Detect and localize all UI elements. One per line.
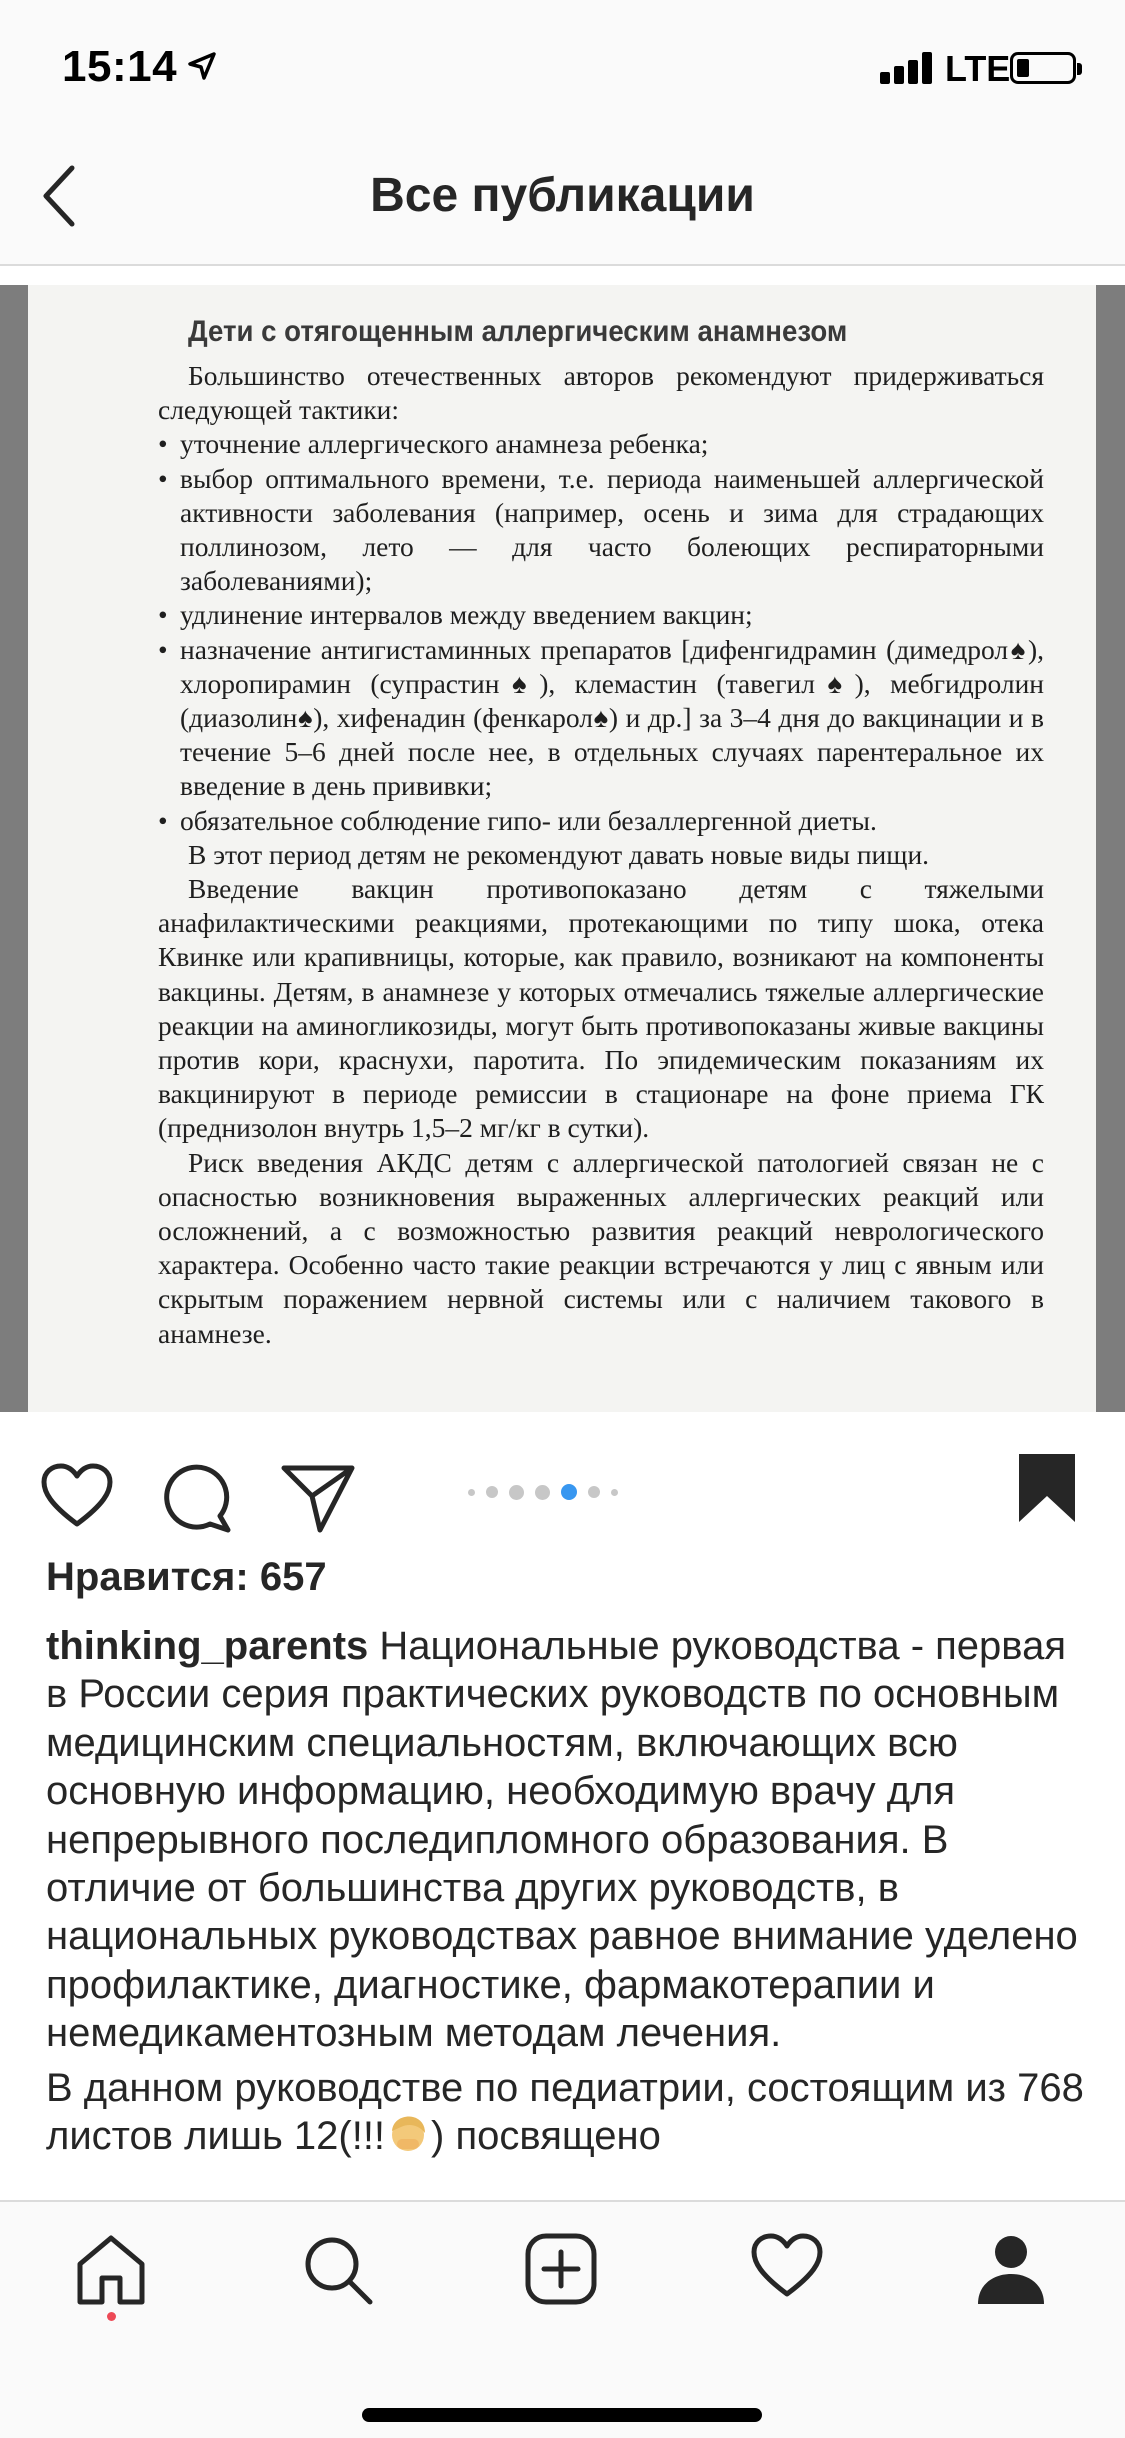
- profile-icon[interactable]: [974, 2232, 1048, 2306]
- location-arrow-icon: [188, 52, 216, 80]
- list-item: • уточнение аллергического анамнеза ребенка;: [158, 427, 1044, 461]
- status-time: 15:14: [62, 42, 178, 91]
- status-bar: [0, 0, 1125, 130]
- nav-header: [0, 130, 1125, 266]
- carousel-indicator: [468, 1482, 618, 1502]
- page-list: [158, 427, 1044, 837]
- home-indicator: [362, 2408, 762, 2422]
- add-post-icon[interactable]: [524, 2232, 598, 2306]
- activity-heart-icon[interactable]: [750, 2232, 824, 2302]
- page-heading: Дети с отягощенным аллергическим анамнезом: [188, 315, 848, 348]
- facepalm-emoji-icon: [387, 2113, 429, 2155]
- heart-icon[interactable]: [40, 1462, 114, 1530]
- page-paragraph: Введение вакцин противопоказано детям с тяжелыми анафилактическими реакциями, протекающими по типу шока, отека Квинке или крапивницы, которые, как правило, возникают на компоненты вакцины. Детям, в анамнезе у которых отмечались тяжелые аллергические реакции на аминогликозиды, могут быть противопоказаны живые вакцины против кори, краснухи, паротита. По эпидемическим показаниям их вакцинируют в периоде ремиссии в стационаре на фоне приема ГК (преднизолон внутрь 1,5–2 мг/кг в сутки).: [158, 873, 1044, 1144]
- caption-text: Национальные руководства - первая в России серия практических руководств по основным медицинским специальностям, включающих всю основную информацию, необходимую врачу для непрерывного последипломного образования. В отличие от большинства других руководств, в национальных руководствах равное внимание уделено профилактике, диагностике, фармакотерапии и немедикаментозным методам лечения.: [46, 1624, 1078, 2056]
- home-icon[interactable]: [74, 2232, 148, 2306]
- post-actions: [0, 1412, 1125, 1552]
- caption-text-3: ) посвящено: [431, 2114, 661, 2159]
- book-page: [28, 285, 1096, 1412]
- list-item: • выбор оптимального времени, т.е. периода наименьшей аллергической активности заболевания (например, осень и зима для страдающих поллинозом, лето — для часто болеющих респираторными заболеваниями);: [158, 462, 1044, 599]
- signal-icon: [880, 52, 940, 84]
- share-icon[interactable]: [280, 1462, 356, 1534]
- list-item: • удлинение интервалов между введением вакцин;: [158, 598, 1044, 632]
- caption-username[interactable]: thinking_parents: [46, 1624, 369, 1668]
- page-title: Все публикации: [370, 169, 755, 222]
- home-notification-dot: [107, 2312, 116, 2321]
- tab-bar: [0, 2200, 1125, 2438]
- bookmark-icon[interactable]: [1015, 1450, 1079, 1526]
- comment-icon[interactable]: [162, 1462, 234, 1534]
- page-intro: Большинство отечественных авторов рекомендуют придерживаться следующей тактики:: [158, 360, 1044, 426]
- caption-text-2: В данном руководстве по педиатрии, состоящим из 768 листов лишь 12(!!!: [46, 2065, 1084, 2159]
- list-item: • обязательное соблюдение гипо- или безаллергенной диеты.: [158, 804, 1044, 838]
- page-paragraph: В этот период детям не рекомендуют давать новые виды пищи.: [188, 838, 930, 870]
- battery-icon: [1010, 52, 1076, 84]
- post-image[interactable]: [0, 285, 1125, 1412]
- search-icon[interactable]: [300, 2232, 374, 2306]
- page-paragraph: Риск введения АКДС детям с аллергической патологией связан не с опасностью возникновения выраженных аллергических реакций или осложнений, а с возможностью развития реакций неврологического характера. Особенно часто такие реакции встречаются у лиц с явным или скрытым поражением нервной системы или с наличием такового в анамнезе.: [158, 1146, 1044, 1349]
- post-caption: [46, 1622, 1086, 2166]
- network-type: LTE: [945, 48, 1011, 89]
- likes-count[interactable]: Нравится: 657: [46, 1555, 327, 1599]
- list-item: • назначение антигистаминных препаратов [дифенгидрамин (димедрол♠), хлоропирамин (супрастин♠), клемастин (тавегил♠), мебгидролин (диазолин♠), хифенадин (фенкарол♠) и др.] за 3–4 дня до вакцинации и в течение 5–6 дней после нее, в отдельных случаях парентеральное их введение в день прививки;: [158, 633, 1044, 804]
